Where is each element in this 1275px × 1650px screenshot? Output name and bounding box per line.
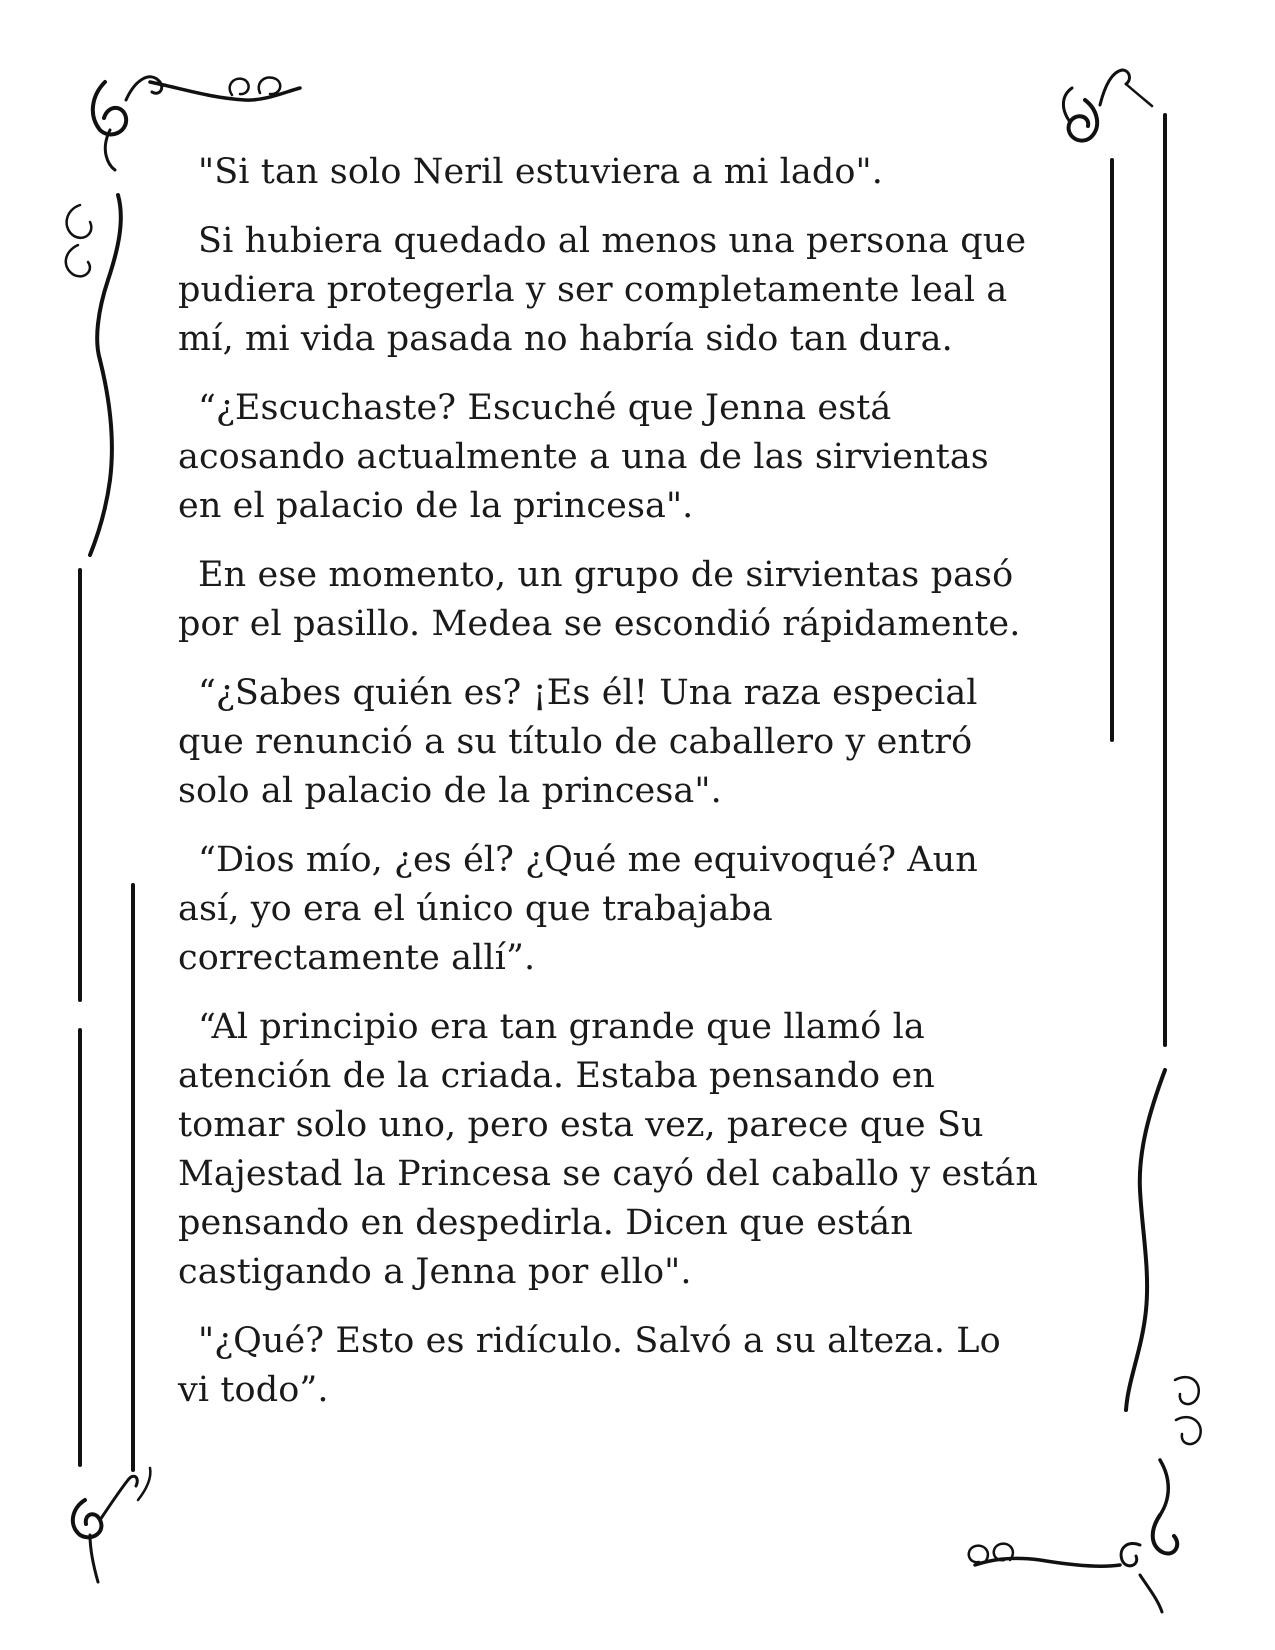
paragraph: “Dios mío, ¿es él? ¿Qué me equivoqué? Aun así, yo era el único que trabajaba correctamente allí”.: [178, 840, 978, 978]
paragraph: "¿Qué? Esto es ridículo. Salvó a su alteza. Lo vi todo”.: [178, 1321, 1001, 1410]
paragraph: Si hubiera quedado al menos una persona que pudiera protegerla y ser completamente leal a mí, mi vida pasada no habría sido tan dura.: [178, 221, 1027, 359]
paragraph: “¿Sabes quién es? ¡Es él! Una raza especial que renunció a su título de caballero y entró solo al palacio de la princesa".: [178, 673, 978, 811]
paragraph: "Si tan solo Neril estuviera a mi lado".: [198, 152, 883, 192]
paragraph: “¿Escuchaste? Escuché que Jenna está acosando actualmente a una de las sirvientas en el palacio de la princesa".: [178, 388, 989, 526]
paragraph: “Al principio era tan grande que llamó la atención de la criada. Estaba pensando en tomar solo uno, pero esta vez, parece que Su Majestad la Princesa se cayó del caballo y están pensando en despedirla. Dicen que están castigando a Jenna por ello".: [178, 1007, 1039, 1292]
paragraph: En ese momento, un grupo de sirvientas pasó por el pasillo. Medea se escondió rápidamente.: [178, 555, 1021, 644]
story-text: [178, 148, 1103, 1435]
flourish-bottom-left-icon: [73, 885, 151, 1582]
